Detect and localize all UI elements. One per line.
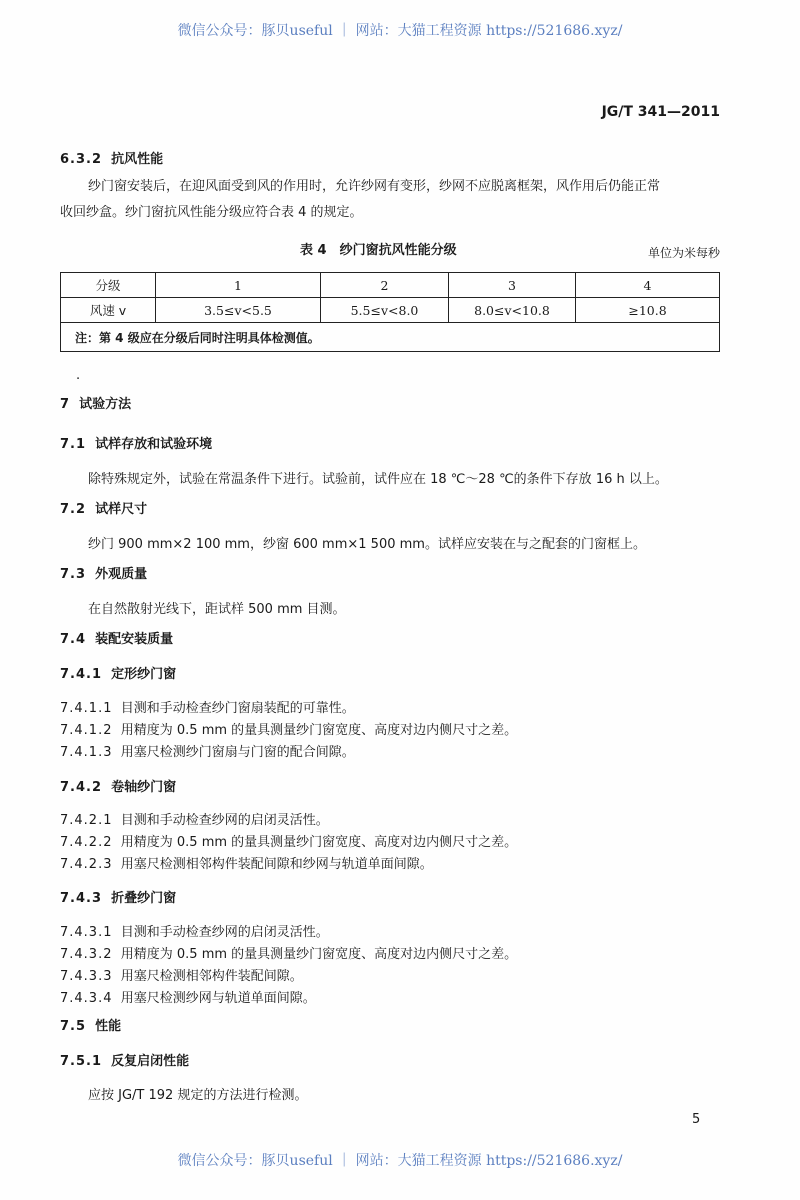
- list-item: 7.4.1.1 目测和手动检查纱门窗扇装配的可靠性。: [60, 701, 355, 716]
- list-item: 7.4.2.1 目测和手动检查纱网的启闭灵活性。: [60, 813, 329, 828]
- paragraph: 除特殊规定外，试验在常温条件下进行。试验前，试件应在 18 ℃～28 ℃的条件下存放 16 h 以上。: [88, 472, 668, 487]
- list-item: 7.4.1.3 用塞尺检测纱门窗扇与门窗的配合间隙。: [60, 745, 355, 760]
- standard-number: JG/T 341—2011: [601, 104, 720, 120]
- paragraph: 纱门 900 mm×2 100 mm，纱窗 600 mm×1 500 mm。试样应安装在与之配套的门窗框上。: [88, 537, 646, 552]
- section-7-5-heading: 7.5 性能: [60, 1019, 122, 1034]
- paragraph: 应按 JG/T 192 规定的方法进行检测。: [88, 1088, 308, 1103]
- paragraph: 在自然散射光线下，距试样 500 mm 目测。: [88, 602, 346, 617]
- watermark-top: 微信公众号：豚贝useful ｜ 网站：大猫工程资源 https://521686.xyz/: [177, 23, 623, 39]
- list-item: 7.4.3.2 用精度为 0.5 mm 的量具测量纱门窗宽度、高度对边内侧尺寸之差。: [60, 947, 518, 962]
- page-number: 5: [692, 1112, 701, 1127]
- section-7-2-heading: 7.2 试样尺寸: [60, 502, 148, 517]
- paragraph: 纱门窗安装后，在迎风面受到风的作用时，允许纱网有变形，纱网不应脱离框架，风作用后仍能正常: [88, 179, 661, 194]
- list-item: 7.4.3.4 用塞尺检测纱网与轨道单面间隙。: [60, 991, 316, 1006]
- watermark-bottom: 微信公众号：豚贝useful ｜ 网站：大猫工程资源 https://521686.xyz/: [177, 1153, 623, 1169]
- paragraph: 收回纱盒。纱门窗抗风性能分级应符合表 4 的规定。: [60, 205, 363, 220]
- list-item: 7.4.2.3 用塞尺检测相邻构件装配间隙和纱网与轨道单面间隙。: [60, 857, 433, 872]
- table-row: 风速 v 3.5≤v<5.5 5.5≤v<8.0 8.0≤v<10.8 ≥10.8: [61, 298, 720, 323]
- list-item: 7.4.1.2 用精度为 0.5 mm 的量具测量纱门窗宽度、高度对边内侧尺寸之差。: [60, 723, 518, 738]
- section-7-heading: 7 试验方法: [60, 397, 132, 412]
- section-6-3-2-heading: 6.3.2 抗风性能: [60, 152, 164, 167]
- section-7-1-heading: 7.1 试样存放和试验环境: [60, 437, 213, 452]
- list-item: 7.4.3.3 用塞尺检测相邻构件装配间隙。: [60, 969, 303, 984]
- section-7-4-1-heading: 7.4.1 定形纱门窗: [60, 667, 177, 682]
- table-unit: 单位为米每秒: [647, 246, 720, 260]
- stray-dot: ·: [76, 372, 81, 387]
- section-7-4-heading: 7.4 装配安装质量: [60, 632, 174, 647]
- section-7-5-1-heading: 7.5.1 反复启闭性能: [60, 1054, 190, 1069]
- section-7-3-heading: 7.3 外观质量: [60, 567, 148, 582]
- table-caption: 表 4 纱门窗抗风性能分级: [300, 243, 457, 258]
- table-header-row: 分级 1 2 3 4: [61, 273, 720, 298]
- wind-resistance-table: [60, 272, 720, 352]
- section-7-4-3-heading: 7.4.3 折叠纱门窗: [60, 891, 177, 906]
- table-note-row: 注：第 4 级应在分级后同时注明具体检测值。: [61, 323, 720, 352]
- section-7-4-2-heading: 7.4.2 卷轴纱门窗: [60, 780, 177, 795]
- list-item: 7.4.2.2 用精度为 0.5 mm 的量具测量纱门窗宽度、高度对边内侧尺寸之差。: [60, 835, 518, 850]
- list-item: 7.4.3.1 目测和手动检查纱网的启闭灵活性。: [60, 925, 329, 940]
